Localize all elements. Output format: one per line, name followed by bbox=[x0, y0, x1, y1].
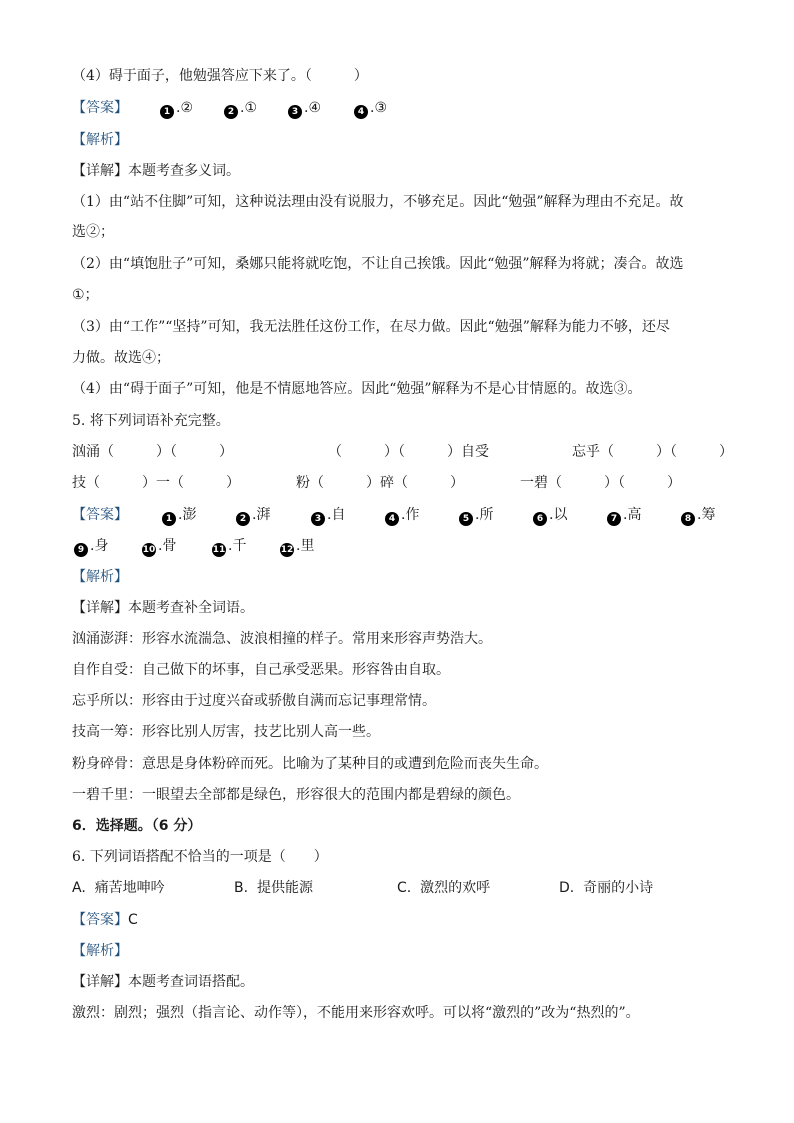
answer-item: 5 .所 bbox=[459, 505, 493, 526]
answer-item: 8 .筹 bbox=[681, 505, 715, 526]
detail-intro: 本题考查多义词。 bbox=[128, 163, 240, 179]
number-badge: 1 bbox=[162, 512, 176, 526]
answer-value: ① bbox=[244, 100, 258, 116]
explanation-line: 粉身碎骨：意思是身体粉碎而死。比喻为了某种目的或遭到危险而丧失生命。 bbox=[72, 756, 548, 772]
option-d bbox=[559, 878, 653, 898]
answer-value: 高 bbox=[627, 507, 642, 523]
detail-label: 【详解】 bbox=[72, 600, 128, 616]
explanation-line: （4）由“碍于面子”可知，他是不情愿地答应。因此“勉强”解释为不是心甘情愿的。故选③。 bbox=[72, 381, 642, 397]
number-badge: 8 bbox=[681, 512, 695, 526]
answer-value: 以 bbox=[553, 507, 568, 523]
option-text: 痛苦地呻吟 bbox=[94, 880, 165, 896]
answer-item: 6 .以 bbox=[533, 505, 567, 526]
answer-item: 7 .高 bbox=[607, 505, 641, 526]
explanation-line: （2）由“填饱肚子”可知，桑娜只能将就吃饱，不让自己挨饿。因此“勉强”解释为将就；凑合。故选 bbox=[72, 256, 684, 272]
option-text: 激烈的欢呼 bbox=[420, 880, 491, 896]
number-badge: 9 bbox=[74, 543, 88, 557]
explanation-line: 一碧千里：一眼望去全部都是绿色，形容很大的范围内都是碧绿的颜色。 bbox=[72, 787, 520, 803]
detail-line bbox=[72, 598, 254, 618]
answer-value: 自 bbox=[331, 507, 346, 523]
number-badge: 10 bbox=[142, 545, 156, 555]
answer-row bbox=[72, 98, 128, 118]
explanation-line: （1）由“站不住脚”可知，这种说法理由没有说服力，不够充足。因此“勉强”解释为理由不充足。故 bbox=[72, 194, 684, 210]
answer-value: 所 bbox=[479, 507, 494, 523]
answer-label: 【答案】 bbox=[72, 507, 128, 523]
blank-phrase: 粉（ ）碎（ ） bbox=[296, 475, 464, 491]
option-key: C. bbox=[397, 880, 412, 896]
explanation-line: 汹涌澎湃：形容水流湍急、波浪相撞的样子。常用来形容声势浩大。 bbox=[72, 631, 492, 647]
analysis-label: 【解析】 bbox=[72, 132, 128, 148]
number-badge: 2 bbox=[236, 512, 250, 526]
blank-phrase: 技（ ）一（ ） bbox=[72, 475, 240, 491]
number-badge: 3 bbox=[288, 105, 302, 119]
answer-value: 里 bbox=[300, 538, 315, 554]
blank-phrase: 忘乎（ ）（ ） bbox=[572, 444, 733, 460]
explanation-line: （3）由“工作”“坚持”可知，我无法胜任这份工作，在尽力做。因此“勉强”解释为能力不够，还尽 bbox=[72, 319, 670, 335]
section-heading: 6．选择题。（6 分） bbox=[72, 818, 202, 834]
answer-item: 2 .湃 bbox=[236, 505, 270, 526]
option-key: D. bbox=[559, 880, 575, 896]
option-c bbox=[397, 878, 490, 898]
answer-row bbox=[72, 505, 128, 525]
detail-label: 【详解】 bbox=[72, 163, 128, 179]
explanation-line: ①； bbox=[72, 287, 99, 303]
number-badge: 4 bbox=[354, 105, 368, 119]
explanation-line: 技高一筹：形容比别人厉害，技艺比别人高一些。 bbox=[72, 724, 380, 740]
answer-value: ④ bbox=[308, 100, 322, 116]
answer-item: 12 .里 bbox=[280, 538, 315, 555]
explanation-line: 激烈：剧烈；强烈（指言论、动作等），不能用来形容欢呼。可以将“激烈的”改为“热烈的”。 bbox=[72, 1005, 640, 1021]
answer-value: ② bbox=[180, 100, 194, 116]
detail-line bbox=[72, 161, 240, 181]
answer-item: 4 .作 bbox=[385, 505, 419, 526]
option-key: A. bbox=[72, 880, 86, 896]
option-b bbox=[234, 878, 313, 898]
answer-value: 筹 bbox=[701, 507, 716, 523]
answer-value: 作 bbox=[405, 507, 420, 523]
answer-item: 3 .④ bbox=[288, 98, 321, 119]
number-badge: 3 bbox=[311, 512, 325, 526]
answer-item: 11 .千 bbox=[212, 538, 247, 555]
explanation-line: 选②； bbox=[72, 224, 114, 240]
option-text: 提供能源 bbox=[256, 880, 313, 896]
answer-label: 【答案】 bbox=[72, 100, 128, 116]
answer-value: 澎 bbox=[182, 507, 197, 523]
answer-item: 1 .② bbox=[160, 98, 193, 119]
number-badge: 5 bbox=[459, 512, 473, 526]
detail-line bbox=[72, 972, 254, 992]
option-text: 奇丽的小诗 bbox=[583, 880, 654, 896]
number-badge: 11 bbox=[212, 545, 226, 555]
answer-item: 4 .③ bbox=[354, 98, 387, 119]
option-a bbox=[72, 878, 165, 898]
answer-item: 10 .骨 bbox=[142, 538, 177, 555]
question-title: 5. 将下列词语补充完整。 bbox=[72, 413, 230, 429]
blank-phrase: 一碧（ ）（ ） bbox=[520, 475, 681, 491]
answer-item: 3 .自 bbox=[311, 505, 345, 526]
explanation-line: 自作自受：自己做下的坏事，自己承受恶果。形容咎由自取。 bbox=[72, 662, 450, 678]
answer-value: C bbox=[128, 912, 138, 928]
answer-value: 身 bbox=[94, 538, 109, 554]
option-key: B. bbox=[234, 880, 249, 896]
number-badge: 12 bbox=[280, 545, 294, 555]
answer-value: ③ bbox=[374, 100, 388, 116]
number-badge: 7 bbox=[607, 512, 621, 526]
answer-item: 2 .① bbox=[224, 98, 257, 119]
answer-value: 骨 bbox=[162, 538, 177, 554]
blank-phrase: 汹涌（ ）（ ） bbox=[72, 444, 233, 460]
analysis-label: 【解析】 bbox=[72, 943, 128, 959]
question-item: （4）碍于面子，他勉强答应下来了。（ ） bbox=[72, 68, 368, 84]
detail-intro: 本题考查词语搭配。 bbox=[128, 974, 254, 990]
detail-label: 【详解】 bbox=[72, 974, 128, 990]
number-badge: 2 bbox=[224, 105, 238, 119]
question-title: 6. 下列词语搭配不恰当的一项是（ ） bbox=[72, 849, 328, 865]
answer-item: 1 .澎 bbox=[162, 505, 196, 526]
answer-row bbox=[72, 910, 138, 930]
answer-label: 【答案】 bbox=[72, 912, 128, 928]
explanation-line: 忘乎所以：形容由于过度兴奋或骄傲自满而忘记事理常情。 bbox=[72, 693, 436, 709]
answer-value: 湃 bbox=[256, 507, 271, 523]
explanation-line: 力做。故选④； bbox=[72, 350, 170, 366]
number-badge: 4 bbox=[385, 512, 399, 526]
detail-intro: 本题考查补全词语。 bbox=[128, 600, 254, 616]
answer-value: 千 bbox=[232, 538, 247, 554]
analysis-label: 【解析】 bbox=[72, 569, 128, 585]
answer-item: 9 .身 bbox=[74, 536, 108, 557]
blank-phrase: （ ）（ ）自受 bbox=[328, 444, 489, 460]
number-badge: 6 bbox=[533, 512, 547, 526]
number-badge: 1 bbox=[160, 105, 174, 119]
